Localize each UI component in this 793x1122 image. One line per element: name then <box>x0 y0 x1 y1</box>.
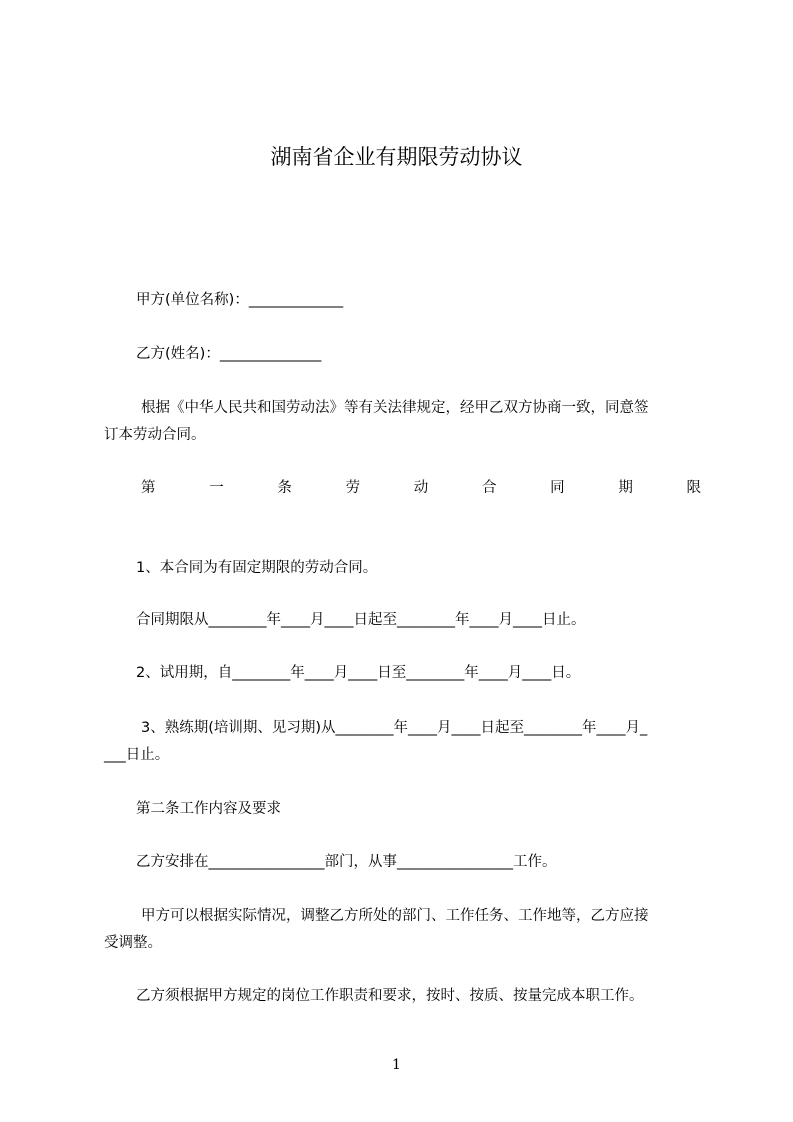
preamble-line-1: 根据《中华人民共和国劳动法》等有关法律规定，经甲乙双方协商一致，同意签 <box>141 400 649 416</box>
adjustment-line-1: 甲方可以根据实际情况，调整乙方所处的部门、工作任务、工作地等，乙方应接 <box>141 908 649 924</box>
proficiency-line-2: ___日止。 <box>104 747 170 763</box>
article-1-char: 期 <box>618 480 633 496</box>
document-title: 湖南省企业有期限劳动协议 <box>270 145 523 169</box>
duties-line: 乙方须根据甲方规定的岗位工作职责和要求，按时、按质、按量完成本职工作。 <box>136 988 644 1004</box>
page-number: 1 <box>392 1057 401 1073</box>
article-1-char: 第 <box>141 480 156 496</box>
article-1-char: 一 <box>209 480 224 496</box>
article-2-heading: 第二条工作内容及要求 <box>136 801 281 817</box>
article-1-char: 动 <box>413 480 429 496</box>
article-1-char: 同 <box>550 480 565 496</box>
contract-term-line: 合同期限从________年____月____日起至________年____月____日止。 <box>136 612 586 628</box>
adjustment-line-2: 受调整。 <box>104 935 162 951</box>
article-1-heading <box>141 474 701 502</box>
article-1-char: 条 <box>277 480 292 496</box>
party-a-line: 甲方(单位名称)：_____________ <box>136 292 344 308</box>
preamble-line-2: 订本劳动合同。 <box>104 427 206 443</box>
proficiency-line-1: 3、熟练期(培训期、见习期)从________年____月____日起至________年____月_ <box>141 720 648 736</box>
probation-line: 2、试用期，自________年____月____日至________年____月____日。 <box>136 665 581 681</box>
article-1-char: 劳 <box>345 480 361 496</box>
party-b-line: 乙方(姓名)：______________ <box>136 346 322 362</box>
clause-1-1: 1、本合同为有固定期限的劳动合同。 <box>136 560 378 576</box>
assignment-line: 乙方安排在________________部门，从事________________工作。 <box>136 854 557 870</box>
article-1-char: 限 <box>686 480 701 496</box>
article-1-char: 合 <box>481 480 497 496</box>
